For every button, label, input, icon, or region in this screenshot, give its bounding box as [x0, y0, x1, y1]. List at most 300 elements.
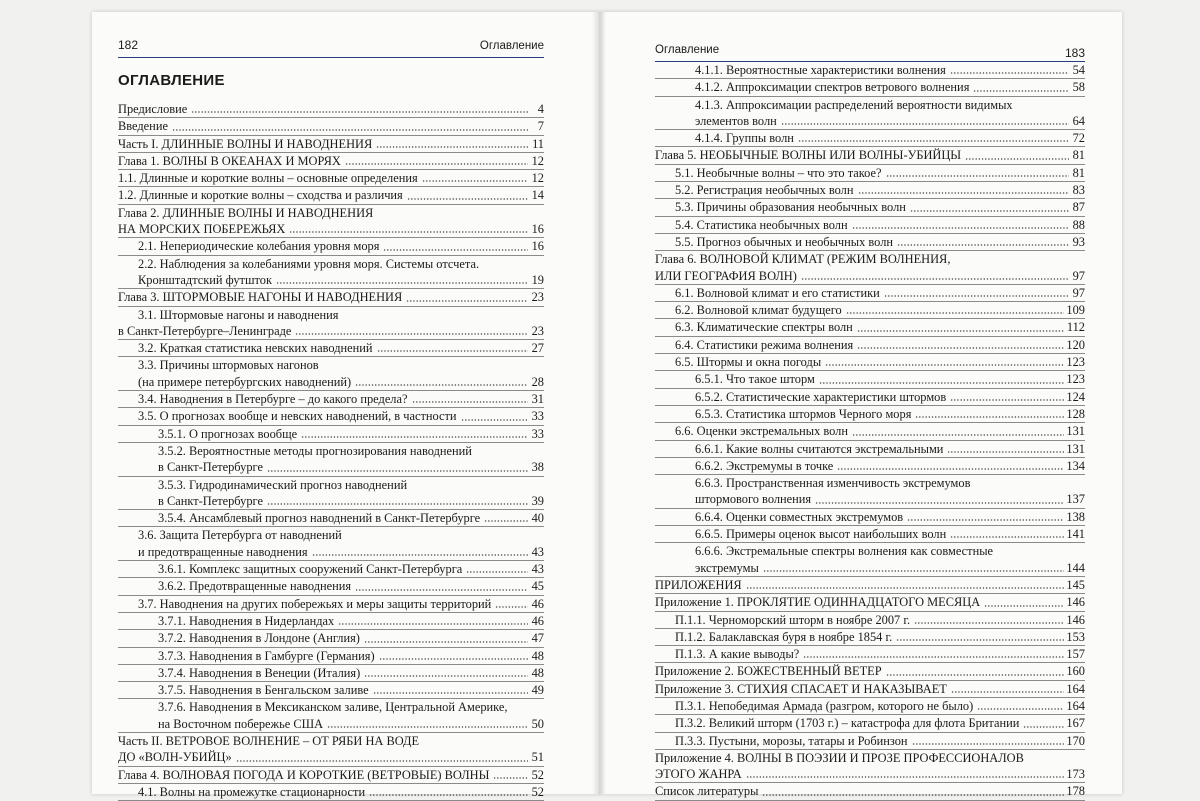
- toc-entry: [118, 170, 544, 187]
- dot-leader: [857, 329, 1065, 333]
- toc-entry: [118, 493, 544, 510]
- toc-entry-page: 40: [531, 511, 544, 526]
- dot-leader: [407, 197, 528, 201]
- toc-entry: [118, 374, 544, 391]
- dot-leader: [897, 243, 1069, 247]
- dot-leader: [852, 226, 1069, 230]
- toc-entry-title: Часть I. ДЛИННЫЕ ВОЛНЫ И НАВОДНЕНИЯ: [118, 136, 373, 151]
- toc-entry: [655, 543, 1085, 559]
- toc-entry: [655, 217, 1085, 234]
- toc-entry-page: 112: [1066, 320, 1085, 335]
- dot-leader: [815, 501, 1064, 505]
- toc-entry-title: 3.6.1. Комплекс защитных сооружений Санкт-Петербурга: [158, 562, 463, 577]
- toc-list-left: [118, 101, 544, 801]
- toc-entry-page: 11: [532, 136, 544, 151]
- toc-entry: [118, 238, 544, 255]
- toc-entry: [655, 509, 1085, 526]
- dot-leader: [819, 381, 1065, 385]
- toc-entry: [118, 699, 544, 715]
- toc-entry: [655, 750, 1085, 766]
- toc-entry: [655, 62, 1085, 79]
- toc-entry-title: 6.5.1. Что такое шторм: [695, 372, 815, 387]
- dot-leader: [910, 209, 1069, 213]
- toc-entry-title: 5.1. Необычные волны – что это такое?: [675, 165, 882, 180]
- dot-leader: [276, 281, 528, 285]
- toc-entry-page: 93: [1072, 234, 1085, 249]
- toc-entry: [655, 199, 1085, 216]
- toc-entry: [655, 441, 1085, 458]
- toc-entry-title: 4.1.4. Группы волн: [695, 131, 794, 146]
- toc-entry-page: 97: [1072, 268, 1085, 283]
- toc-entry-page: 88: [1072, 217, 1085, 232]
- toc-entry: [118, 256, 544, 272]
- toc-entry: [118, 323, 544, 340]
- toc-entry-page: 7: [537, 119, 544, 134]
- toc-entry: [118, 477, 544, 493]
- toc-entry: [655, 698, 1085, 715]
- toc-entry-title: 6.6.3. Пространственная изменчивость экстремумов: [695, 476, 971, 491]
- toc-entry: [118, 613, 544, 630]
- dot-leader: [746, 775, 1065, 779]
- toc-entry-page: 72: [1072, 131, 1085, 146]
- toc-entry-title: в Санкт-Петербурге–Ленинграде: [118, 323, 292, 338]
- running-header-left: [118, 38, 544, 58]
- toc-entry: [655, 783, 1085, 800]
- toc-entry-title: Глава 6. ВОЛНОВОЙ КЛИМАТ (РЕЖИМ ВОЛНЕНИЯ,: [655, 252, 951, 267]
- toc-entry: [118, 101, 544, 118]
- toc-entry: [118, 733, 544, 749]
- toc-entry-page: 141: [1066, 527, 1085, 542]
- toc-entry: [655, 319, 1085, 336]
- toc-entry-title: 4.1.1. Вероятностные характеристики волнения: [695, 63, 946, 77]
- toc-entry-title: 6.6. Оценки экстремальных волн: [675, 424, 848, 439]
- toc-entry-title: 3.7.4. Наводнения в Венеции (Италия): [158, 665, 361, 680]
- toc-entry: [118, 630, 544, 647]
- toc-entry: [655, 629, 1085, 646]
- page-number-right: 183: [1064, 46, 1085, 60]
- toc-entry-page: 52: [531, 767, 544, 782]
- toc-entry: [118, 527, 544, 543]
- dot-leader: [886, 673, 1065, 677]
- toc-entry-page: 167: [1066, 716, 1085, 731]
- toc-entry: [655, 491, 1085, 508]
- toc-entry-title: 2.1. Непериодические колебания уровня моря: [138, 239, 380, 254]
- toc-entry-title: 1.1. Длинные и короткие волны – основные определения: [118, 171, 418, 186]
- dot-leader: [295, 332, 528, 336]
- dot-leader: [884, 294, 1069, 298]
- dot-leader: [984, 604, 1064, 608]
- toc-entry: [655, 733, 1085, 750]
- dot-leader: [355, 588, 528, 592]
- toc-entry-page: 124: [1066, 389, 1085, 404]
- toc-entry-page: 31: [531, 392, 544, 407]
- dot-leader: [493, 776, 528, 780]
- toc-entry-title: штормового волнения: [695, 492, 812, 507]
- dot-leader: [377, 349, 528, 353]
- toc-entry-title: 6.6.2. Экстремумы в точке: [695, 458, 834, 473]
- dot-leader: [461, 418, 528, 422]
- toc-title: ОГЛАВЛЕНИЕ: [118, 72, 225, 89]
- toc-entry: [655, 337, 1085, 354]
- dot-leader: [191, 110, 528, 114]
- toc-entry-page: 14: [531, 188, 544, 203]
- toc-entry: [655, 371, 1085, 388]
- toc-entry-title: П.1.2. Балаклавская буря в ноябре 1854 г.: [675, 629, 893, 644]
- toc-entry-page: 109: [1066, 303, 1085, 318]
- toc-entry-title: П.3.1. Непобедимая Армада (разгром, которого не было): [675, 698, 974, 713]
- toc-entry-title: ЭТОГО ЖАНРА: [655, 767, 742, 782]
- toc-entry-page: 87: [1072, 200, 1085, 215]
- book-gutter: [592, 12, 606, 794]
- toc-entry-title: Предисловие: [118, 102, 188, 116]
- toc-entry-title: 5.5. Прогноз обычных и необычных волн: [675, 234, 894, 249]
- toc-entry: [655, 612, 1085, 629]
- toc-entry-page: 50: [531, 716, 544, 731]
- toc-entry-page: 144: [1066, 560, 1085, 575]
- toc-entry: [118, 136, 544, 153]
- toc-entry: [655, 302, 1085, 319]
- toc-entry-title: Глава 5. НЕОБЫЧНЫЕ ВОЛНЫ ИЛИ ВОЛНЫ-УБИЙЦЫ: [655, 148, 962, 163]
- toc-entry-title: П.1.1. Черноморский шторм в ноябре 2007 г.: [675, 612, 911, 627]
- toc-entry-title: 6.1. Волновой климат и его статистики: [675, 285, 880, 300]
- toc-entry: [655, 577, 1085, 594]
- toc-entry-page: 46: [531, 596, 544, 611]
- toc-entry-title: 3.5. О прогнозах вообще и невских наводнений, в частности: [138, 409, 457, 424]
- toc-entry: [118, 187, 544, 204]
- toc-entry-page: 43: [531, 562, 544, 577]
- toc-entry-page: 28: [531, 374, 544, 389]
- dot-leader: [858, 191, 1070, 195]
- dot-leader: [369, 793, 528, 797]
- toc-entry: [655, 147, 1085, 164]
- toc-entry-page: 138: [1066, 509, 1085, 524]
- toc-entry: [118, 682, 544, 699]
- toc-entry-page: 146: [1066, 595, 1085, 610]
- toc-entry: [655, 79, 1085, 96]
- toc-entry-title: 3.2. Краткая статистика невских наводнений: [138, 341, 373, 356]
- toc-entry: [118, 561, 544, 578]
- dot-leader: [965, 157, 1069, 161]
- dot-leader: [267, 502, 528, 506]
- toc-entry-title: Приложение 1. ПРОКЛЯТИЕ ОДИННАДЦАТОГО МЕСЯЦА: [655, 595, 981, 610]
- toc-entry-title: 3.7.6. Наводнения в Мексиканском заливе, Центральной Америке,: [158, 700, 508, 715]
- toc-entry: [118, 307, 544, 323]
- toc-entry: [118, 544, 544, 561]
- toc-entry-title: 6.6.5. Примеры оценок высот наибольших волн: [695, 527, 947, 542]
- toc-entry: [655, 406, 1085, 423]
- toc-entry-page: 46: [531, 613, 544, 628]
- toc-entry-page: 64: [1072, 113, 1085, 128]
- toc-entry-title: в Санкт-Петербурге: [158, 493, 263, 508]
- toc-entry-page: 23: [531, 290, 544, 305]
- dot-leader: [912, 742, 1065, 746]
- toc-entry-page: 81: [1072, 165, 1085, 180]
- toc-entry-title: 3.3. Причины штормовых нагонов: [138, 358, 319, 373]
- toc-entry: [118, 289, 544, 306]
- dot-leader: [484, 519, 528, 523]
- toc-entry-title: 3.7. Наводнения на других побережьях и меры защиты территорий: [138, 596, 492, 611]
- toc-entry-page: 33: [531, 426, 544, 441]
- toc-entry-title: Кронштадтский футшток: [138, 272, 272, 287]
- toc-entry-page: 160: [1066, 664, 1085, 679]
- toc-entry: [118, 784, 544, 801]
- toc-entry-page: 19: [531, 272, 544, 287]
- running-header-right: [655, 42, 1085, 62]
- right-page: [655, 42, 1085, 801]
- toc-entry-page: 170: [1066, 733, 1085, 748]
- toc-entry: [655, 182, 1085, 199]
- toc-entry: [118, 205, 544, 221]
- toc-entry: [655, 475, 1085, 491]
- toc-entry: [655, 526, 1085, 543]
- toc-entry-title: 4.1.3. Аппроксимации распределений вероятности видимых: [695, 97, 1013, 112]
- toc-entry-page: 47: [531, 631, 544, 646]
- toc-entry-page: 12: [531, 171, 544, 186]
- toc-entry-title: Глава 4. ВОЛНОВАЯ ПОГОДА И КОРОТКИЕ (ВЕТРОВЫЕ) ВОЛНЫ: [118, 767, 490, 782]
- toc-entry-title: 3.7.5. Наводнения в Бенгальском заливе: [158, 683, 369, 698]
- toc-entry-page: 120: [1066, 337, 1085, 352]
- toc-entry-title: НА МОРСКИХ ПОБЕРЕЖЬЯХ: [118, 222, 286, 237]
- dot-leader: [172, 128, 528, 132]
- toc-entry-page: 134: [1066, 458, 1085, 473]
- toc-entry: [118, 118, 544, 135]
- toc-entry-page: 45: [531, 579, 544, 594]
- dot-leader: [412, 400, 529, 404]
- toc-entry: [655, 766, 1085, 783]
- toc-entry-title: 6.4. Статистики режима волнения: [675, 337, 854, 352]
- toc-entry: [655, 663, 1085, 680]
- dot-leader: [781, 122, 1069, 126]
- toc-entry-title: П.1.3. А какие выводы?: [675, 647, 800, 662]
- toc-entry: [655, 458, 1085, 475]
- dot-leader: [312, 553, 528, 557]
- toc-entry: [118, 272, 544, 289]
- toc-entry-page: 48: [531, 648, 544, 663]
- toc-entry-title: 6.6.4. Оценки совместных экстремумов: [695, 509, 904, 524]
- dot-leader: [977, 707, 1064, 711]
- toc-entry-page: 173: [1066, 767, 1085, 782]
- toc-entry-page: 16: [531, 222, 544, 237]
- dot-leader: [364, 640, 528, 644]
- dot-leader: [825, 363, 1064, 367]
- toc-entry-title: ИЛИ ГЕОГРАФИЯ ВОЛН): [655, 268, 797, 283]
- dot-leader: [466, 570, 528, 574]
- page-number-left: 182: [118, 38, 139, 52]
- toc-entry-title: в Санкт-Петербурге: [158, 460, 263, 475]
- dot-leader: [950, 398, 1064, 402]
- dot-leader: [951, 690, 1065, 694]
- toc-entry-page: 49: [531, 683, 544, 698]
- toc-entry-title: 3.6.2. Предотвращенные наводнения: [158, 579, 352, 594]
- toc-list-right: [655, 62, 1085, 801]
- toc-entry: [655, 423, 1085, 440]
- toc-entry: [118, 153, 544, 170]
- dot-leader: [406, 299, 528, 303]
- dot-leader: [1023, 725, 1064, 729]
- toc-entry: [655, 234, 1085, 251]
- toc-entry: [655, 715, 1085, 732]
- toc-entry-page: 43: [531, 544, 544, 559]
- dot-leader: [973, 89, 1069, 93]
- toc-entry-title: 4.1.2. Аппроксимации спектров ветрового волнения: [695, 80, 970, 95]
- dot-leader: [267, 469, 528, 473]
- dot-leader: [327, 725, 528, 729]
- toc-entry: [118, 578, 544, 595]
- dot-leader: [338, 622, 528, 626]
- dot-leader: [301, 435, 528, 439]
- toc-entry: [655, 130, 1085, 147]
- toc-entry-title: 3.1. Штормовые нагоны и наводнения: [138, 307, 339, 322]
- toc-entry: [118, 596, 544, 613]
- toc-entry-title: 6.2. Волновой климат будущего: [675, 303, 842, 318]
- toc-entry-page: 97: [1072, 285, 1085, 300]
- toc-entry-title: ДО «ВОЛН-УБИЙЦ»: [118, 750, 232, 765]
- toc-entry: [118, 665, 544, 682]
- toc-entry-page: 128: [1066, 406, 1085, 421]
- toc-entry: [655, 560, 1085, 577]
- toc-entry-page: 16: [531, 239, 544, 254]
- dot-leader: [763, 569, 1065, 573]
- toc-entry-page: 178: [1066, 784, 1085, 799]
- toc-entry-title: 3.7.3. Наводнения в Гамбурге (Германия): [158, 648, 375, 663]
- toc-entry-title: 6.5.2. Статистические характеристики штормов: [695, 389, 947, 404]
- toc-entry: [655, 113, 1085, 130]
- toc-entry: [118, 459, 544, 476]
- toc-entry-page: 131: [1066, 424, 1085, 439]
- toc-entry: [655, 354, 1085, 371]
- toc-entry-page: 153: [1066, 629, 1085, 644]
- toc-entry-page: 12: [531, 153, 544, 168]
- toc-entry-title: 5.3. Причины образования необычных волн: [675, 200, 906, 215]
- toc-entry-title: (на примере петербургских наводнений): [138, 374, 352, 389]
- toc-entry-page: 39: [531, 493, 544, 508]
- toc-entry: [655, 594, 1085, 611]
- toc-entry-title: Часть II. ВЕТРОВОЕ ВОЛНЕНИЕ – ОТ РЯБИ НА ВОДЕ: [118, 733, 420, 748]
- toc-entry-title: 6.6.1. Какие волны считаются экстремальными: [695, 441, 944, 456]
- toc-entry-page: 54: [1072, 63, 1085, 77]
- dot-leader: [886, 174, 1069, 178]
- dot-leader: [896, 638, 1064, 642]
- toc-entry-title: 3.6. Защита Петербурга от наводнений: [138, 528, 342, 543]
- dot-leader: [422, 179, 528, 183]
- dot-leader: [383, 248, 528, 252]
- toc-entry-page: 33: [531, 409, 544, 424]
- dot-leader: [857, 346, 1064, 350]
- toc-entry-page: 23: [531, 323, 544, 338]
- toc-entry-title: 3.5.2. Вероятностные методы прогнозирования наводнений: [158, 443, 472, 458]
- toc-entry: [655, 268, 1085, 285]
- toc-entry-page: 58: [1072, 80, 1085, 95]
- toc-entry-title: 3.7.1. Наводнения в Нидерландах: [158, 613, 335, 628]
- dot-leader: [289, 230, 528, 234]
- running-header-title: Оглавление: [655, 44, 720, 56]
- toc-entry: [118, 443, 544, 459]
- dot-leader: [495, 605, 528, 609]
- toc-entry: [655, 285, 1085, 302]
- toc-entry-title: 3.5.1. О прогнозах вообще: [158, 426, 298, 441]
- dot-leader: [846, 311, 1065, 315]
- toc-entry-title: и предотвращенные наводнения: [138, 544, 308, 559]
- toc-entry-page: 123: [1066, 372, 1085, 387]
- toc-entry: [118, 510, 544, 527]
- toc-entry-title: Глава 1. ВОЛНЫ В ОКЕАНАХ И МОРЯХ: [118, 153, 341, 168]
- toc-entry-title: 6.3. Климатические спектры волн: [675, 320, 853, 335]
- toc-entry-title: элементов волн: [695, 113, 777, 128]
- toc-entry: [118, 749, 544, 766]
- toc-entry-page: 164: [1066, 698, 1085, 713]
- toc-entry: [655, 165, 1085, 182]
- dot-leader: [345, 162, 528, 166]
- toc-entry: [655, 646, 1085, 663]
- toc-entry-page: 83: [1072, 183, 1085, 198]
- dot-leader: [373, 691, 528, 695]
- dot-leader: [798, 139, 1069, 143]
- toc-entry-page: 123: [1066, 355, 1085, 370]
- toc-entry: [655, 97, 1085, 113]
- toc-entry-title: П.3.2. Великий шторм (1703 г.) – катастрофа для флота Британии: [675, 716, 1020, 731]
- toc-entry: [655, 681, 1085, 698]
- toc-entry-page: 164: [1066, 681, 1085, 696]
- toc-entry: [118, 408, 544, 425]
- dot-leader: [852, 433, 1064, 437]
- toc-entry: [118, 221, 544, 238]
- toc-entry-title: Приложение 4. ВОЛНЫ В ПОЭЗИИ И ПРОЗЕ ПРОФЕССИОНАЛОВ: [655, 750, 1024, 765]
- toc-entry: [118, 426, 544, 443]
- toc-entry-page: 51: [531, 750, 544, 765]
- toc-entry-title: 1.2. Длинные и короткие волны – сходства и различия: [118, 188, 403, 203]
- dot-leader: [803, 655, 1064, 659]
- toc-entry-title: 4.1. Волны на промежутке стационарности: [138, 784, 366, 799]
- toc-entry-title: на Восточном побережье США: [158, 716, 324, 731]
- dot-leader: [915, 415, 1064, 419]
- toc-entry-title: ПРИЛОЖЕНИЯ: [655, 577, 742, 592]
- dot-leader: [379, 657, 528, 661]
- dot-leader: [907, 518, 1064, 522]
- dot-leader: [746, 586, 1065, 590]
- toc-entry-page: 48: [531, 665, 544, 680]
- toc-entry: [118, 767, 544, 784]
- toc-entry-title: Список литературы: [655, 784, 759, 799]
- dot-leader: [801, 277, 1069, 281]
- toc-entry-title: 6.6.6. Экстремальные спектры волнения как совместные: [695, 544, 994, 559]
- toc-entry: [118, 648, 544, 665]
- dot-leader: [364, 674, 528, 678]
- dot-leader: [376, 145, 528, 149]
- left-page: [118, 38, 544, 801]
- toc-entry-title: 6.5.3. Статистика штормов Черного моря: [695, 406, 912, 421]
- toc-entry-title: 2.2. Наблюдения за колебаниями уровня моря. Системы отсчета.: [138, 256, 480, 271]
- running-header-title: Оглавление: [479, 40, 544, 52]
- toc-entry-page: 4: [537, 102, 544, 116]
- toc-entry: [118, 357, 544, 373]
- dot-leader: [950, 535, 1064, 539]
- toc-entry-title: Приложение 3. СТИХИЯ СПАСАЕТ И НАКАЗЫВАЕТ: [655, 681, 947, 696]
- dot-leader: [762, 793, 1064, 797]
- toc-entry-title: Приложение 2. БОЖЕСТВЕННЫЙ ВЕТЕР: [655, 664, 882, 679]
- toc-entry: [655, 389, 1085, 406]
- dot-leader: [837, 467, 1064, 471]
- toc-entry-title: 5.2. Регистрация необычных волн: [675, 183, 854, 198]
- dot-leader: [355, 383, 528, 387]
- toc-entry: [118, 391, 544, 408]
- toc-entry-page: 146: [1066, 612, 1085, 627]
- toc-entry-title: 5.4. Статистика необычных волн: [675, 217, 848, 232]
- dot-leader: [914, 621, 1064, 625]
- dot-leader: [950, 71, 1069, 75]
- dot-leader: [236, 759, 528, 763]
- toc-entry-title: 3.7.2. Наводнения в Лондоне (Англия): [158, 631, 360, 646]
- toc-entry-page: 81: [1072, 148, 1085, 163]
